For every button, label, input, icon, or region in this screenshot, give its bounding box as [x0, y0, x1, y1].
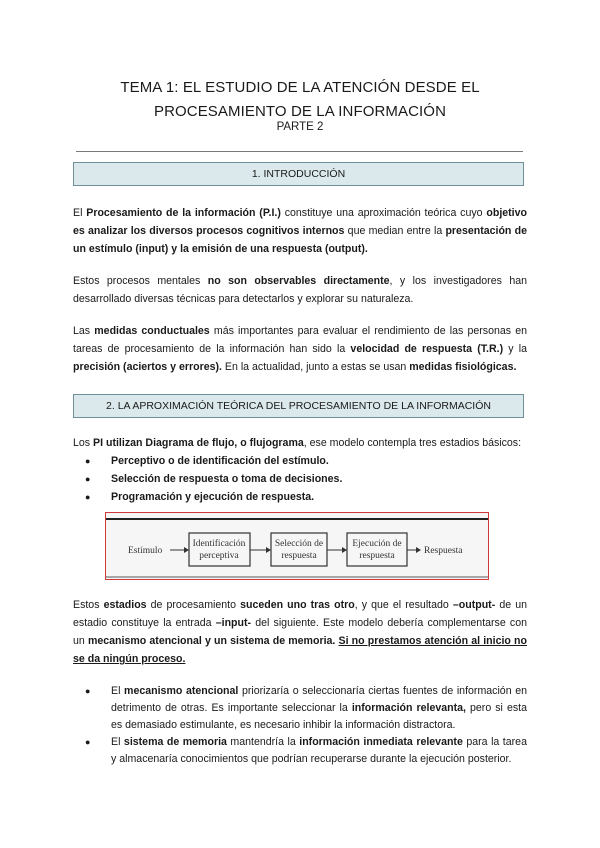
document-title-line1: TEMA 1: EL ESTUDIO DE LA ATENCIÓN DESDE EL — [120, 79, 480, 96]
approach-paragraph-1: Los PI utilizan Diagrama de flujo, o flujograma, ese modelo contempla tres estadios básicos: — [73, 437, 522, 449]
section-heading-introduction: 1. INTRODUCCIÓN — [73, 162, 524, 186]
intro-paragraph-3: Las medidas conductuales más importantes para evaluar el rendimiento de las personas en tareas de procesamiento de la información han sido la velocidad de respuesta (T.R.) y la precisión (aciertos y errores). En la actualidad, junto a estas se usan medidas fisiológicas. — [73, 325, 528, 373]
diagram-box-selection — [271, 533, 327, 566]
component-item-memory: ● El sistema de memoria mantendría la información inmediata relevante para la tarea y almacenaría conocimientos que podrían recuperarse durante la ejecución posterior. — [85, 734, 527, 768]
diagram-box-identification — [189, 533, 250, 566]
arrow-2-head — [266, 547, 271, 553]
diagram-box3-line1: Ejecución de — [352, 539, 402, 549]
document-title-line2: PROCESAMIENTO DE LA INFORMACIÓN — [153, 103, 447, 120]
approach-paragraph-2: Estos estadios de procesamiento suceden uno tras otro, y que el resultado –output- de un estadio constituye la entrada –input- del siguiente. Este modelo debería complementarse con un mecanismo atencional y un sistema de memoria. Si no prestamos atención al inicio no se da ningún proceso. — [73, 599, 528, 665]
component-item-attention: ● El mecanismo atencional priorizaría o seleccionaría ciertas fuentes de información en detrimento de otras. Es importante seleccionar la información relevanta, pero si esta es demasiado estimulante, es necesario inhibir la información distractora. — [85, 683, 527, 734]
diagram-box1-line2: perceptiva — [199, 551, 239, 561]
section-heading-approach: 2. LA APROXIMACIÓN TEÓRICA DEL PROCESAMIENTO DE LA INFORMACIÓN — [73, 394, 524, 418]
diagram-box-execution — [347, 533, 407, 566]
diagram-box2-line2: respuesta — [281, 551, 317, 561]
diagram-input-label: Estímulo — [128, 546, 163, 556]
diagram-box3-line2: respuesta — [359, 551, 395, 561]
title-divider — [76, 151, 523, 152]
intro-paragraph-1: El Procesamiento de la información (P.I.) constituye una aproximación teórica cuyo objetivo es analizar los diversos procesos cognitivos internos que median entre la presentación de un estímulo (input) y la emisión de una respuesta (output). — [73, 207, 527, 255]
diagram-box2-line1: Selección de — [274, 539, 324, 549]
stage-item: ● Selección de respuesta o toma de decisiones. — [85, 470, 505, 488]
diagram-box1-line1: Identificación — [192, 539, 246, 549]
arrow-3-head — [342, 547, 347, 553]
arrow-4-head — [416, 547, 421, 553]
intro-paragraph-2: Estos procesos mentales no son observables directamente, y los investigadores han desarrollado diversas técnicas para detectarlos y explorar su naturaleza. — [73, 275, 527, 305]
flow-diagram — [105, 512, 489, 580]
stage-item: ● Perceptivo o de identificación del estímulo. — [85, 452, 505, 470]
document-subtitle: PARTE 2 — [276, 121, 324, 133]
stages-list — [85, 452, 505, 506]
stage-item: ● Programación y ejecución de respuesta. — [85, 488, 505, 506]
components-list — [85, 683, 527, 768]
arrow-1-head — [184, 547, 189, 553]
flow-diagram-svg — [106, 513, 489, 580]
diagram-output-label: Respuesta — [424, 546, 463, 556]
